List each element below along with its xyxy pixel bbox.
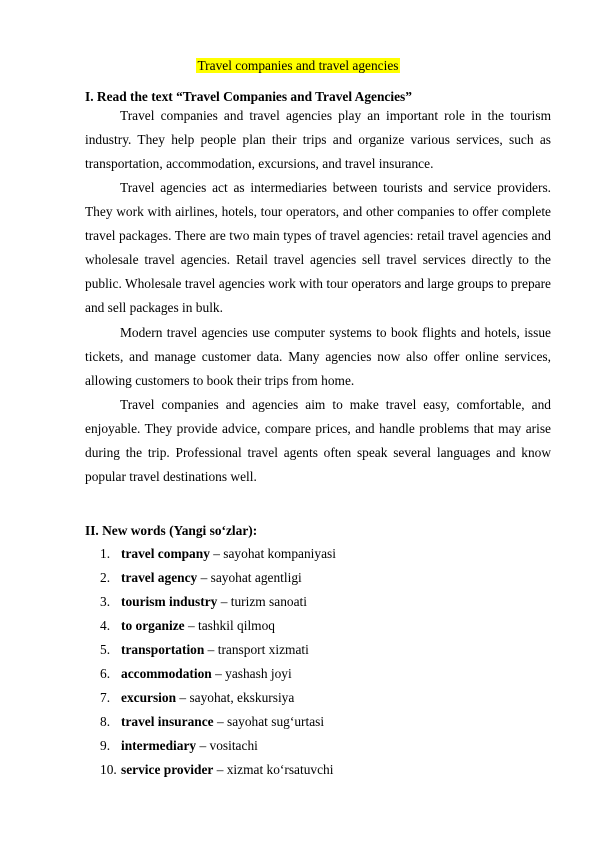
- vocab-translation: – transport xizmati: [204, 642, 309, 657]
- item-number: 9.: [100, 738, 111, 753]
- paragraph-3: Modern travel agencies use computer systems to book flights and hotels, issue tickets, and manage customer data. Many agencies now also offer online services, allowing customers to book their trips from home.: [85, 325, 551, 388]
- vocab-translation: – sayohat, ekskursiya: [176, 690, 295, 705]
- paragraph-1: Travel companies and travel agencies play an important role in the tourism industry. They help people plan their trips and organize various services, such as transportation, accommodation, excursions, and travel insurance.: [85, 108, 551, 171]
- vocab-translation: – vositachi: [196, 738, 258, 753]
- list-item: [100, 614, 336, 638]
- vocab-term: to organize: [121, 618, 185, 633]
- vocab-translation: – tashkil qilmoq: [184, 618, 275, 633]
- vocab-term: excursion: [121, 690, 177, 705]
- section-2-heading: II. New words (Yangi so‘zlar):: [85, 523, 258, 538]
- paragraph-4: Travel companies and agencies aim to make travel easy, comfortable, and enjoyable. They provide advice, compare prices, and handle problems that may arise during the trip. Professional travel agents often speak several languages and know popular travel destinations well.: [85, 397, 551, 484]
- list-item: [100, 638, 336, 662]
- item-number: 10.: [100, 762, 117, 777]
- paragraph-2: Travel agencies act as intermediaries between tourists and service providers. They work with airlines, hotels, tour operators, and other companies to offer complete travel packages. There are two main types of travel agencies: retail travel agencies and wholesale travel agencies. Retail travel agencies sell travel services directly to the public. Wholesale travel agencies work with tour operators and large groups to prepare and sell packages in bulk.: [85, 180, 551, 315]
- list-item: [100, 566, 336, 590]
- list-item: [100, 590, 336, 614]
- vocab-term: service provider: [121, 762, 214, 777]
- item-number: 5.: [100, 642, 111, 657]
- vocab-term: travel insurance: [121, 714, 214, 729]
- title-line: [0, 56, 596, 76]
- vocab-term: accommodation: [121, 666, 212, 681]
- list-item: [100, 710, 336, 734]
- list-item: [100, 686, 336, 710]
- list-item: [100, 662, 336, 686]
- list-item: [100, 734, 336, 758]
- vocab-translation: – yashash joyi: [211, 666, 292, 681]
- list-item: [100, 542, 336, 566]
- vocab-term: travel agency: [121, 570, 198, 585]
- vocab-translation: – sayohat agentligi: [197, 570, 302, 585]
- list-item: [100, 758, 336, 782]
- vocab-term: intermediary: [121, 738, 197, 753]
- item-number: 4.: [100, 618, 111, 633]
- item-number: 6.: [100, 666, 111, 681]
- item-number: 8.: [100, 714, 111, 729]
- item-number: 3.: [100, 594, 111, 609]
- vocab-term: travel company: [121, 546, 210, 561]
- item-number: 7.: [100, 690, 111, 705]
- vocab-translation: – xizmat ko‘rsatuvchi: [213, 762, 334, 777]
- vocab-term: transportation: [121, 642, 205, 657]
- section-1-heading: I. Read the text “Travel Companies and Travel Agencies”: [85, 89, 412, 104]
- document-title: Travel companies and travel agencies: [197, 58, 399, 73]
- vocab-translation: – sayohat kompaniyasi: [209, 546, 336, 561]
- vocabulary-list: [100, 542, 336, 782]
- item-number: 2.: [100, 570, 111, 585]
- vocab-translation: – turizm sanoati: [217, 594, 307, 609]
- item-number: 1.: [100, 546, 111, 561]
- vocab-term: tourism industry: [121, 594, 218, 609]
- vocab-translation: – sayohat sug‘urtasi: [213, 714, 325, 729]
